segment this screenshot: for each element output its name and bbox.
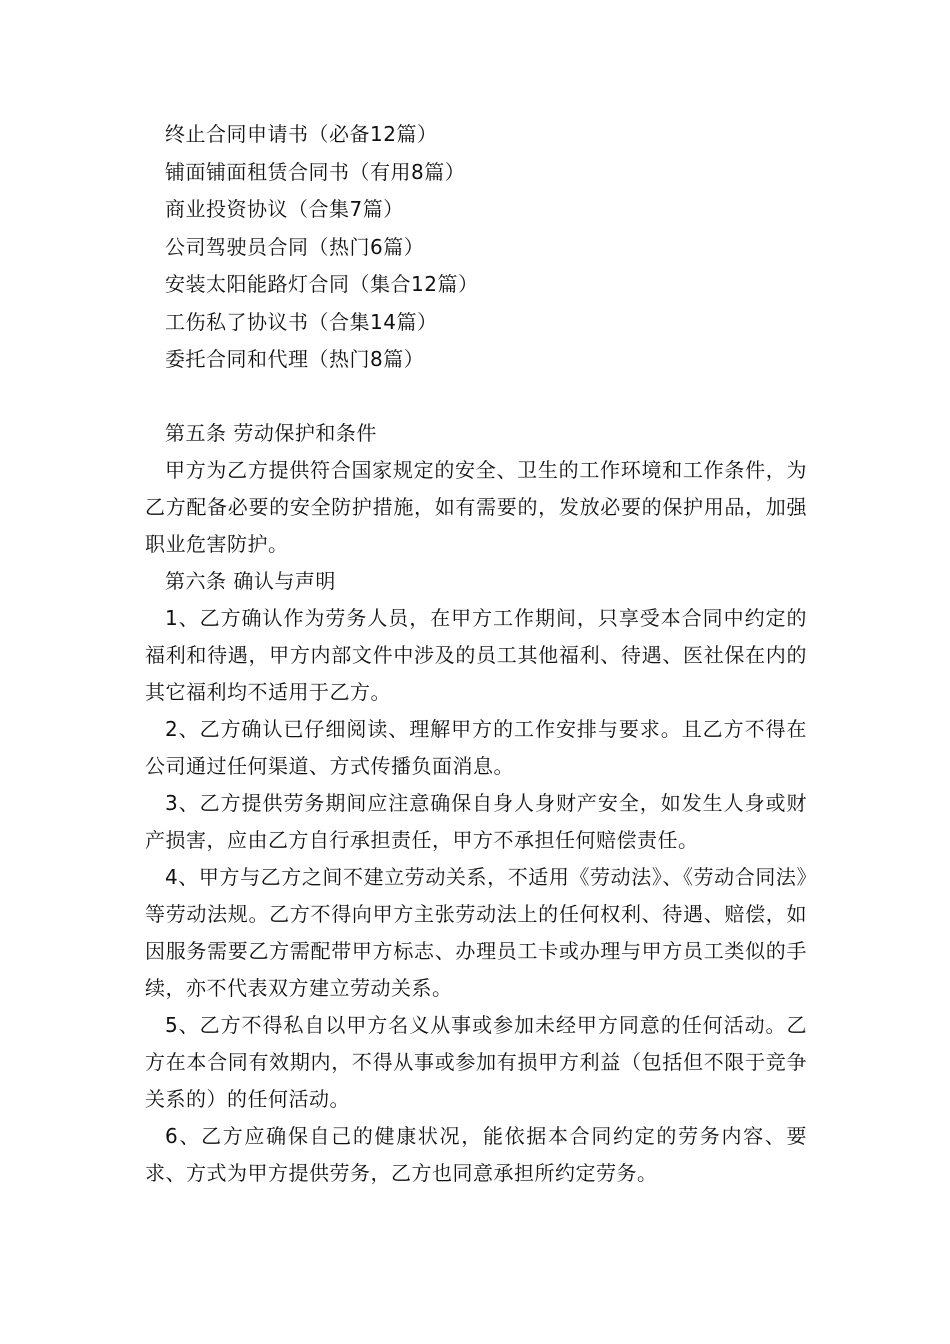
article-6-item: 5、乙方不得私自以甲方名义从事或参加未经甲方同意的任何活动。乙方在本合同有效期内，不得从事或参加有损甲方利益（包括但不限于竞争关系的）的任何活动。 — [145, 1013, 807, 1111]
related-link[interactable]: 公司驾驶员合同（热门6篇） — [165, 234, 425, 259]
article-6-item: 2、乙方确认已仔细阅读、理解甲方的工作安排与要求。且乙方不得在公司通过任何渠道、方式传播负面消息。 — [145, 717, 807, 778]
contract-body — [145, 415, 807, 1192]
article-6-item: 3、乙方提供劳务期间应注意确保自身人身财产安全，如发生人身或财产损害，应由乙方自行承担责任，甲方不承担任何赔偿责任。 — [145, 791, 807, 852]
article-6-item: 4、甲方与乙方之间不建立劳动关系，不适用《劳动法》、《劳动合同法》等劳动法规。乙方不得向甲方主张劳动法上的任何权利、待遇、赔偿，如因服务需要乙方需配带甲方标志、办理员工卡或办理与甲方员工类似的手续，亦不代表双方建立劳动关系。 — [145, 865, 807, 1000]
article-6-heading: 第六条 确认与声明 — [165, 569, 336, 593]
related-link[interactable]: 工伤私了协议书（合集14篇） — [165, 309, 438, 334]
related-links-list — [165, 116, 825, 379]
related-link[interactable]: 商业投资协议（合集7篇） — [165, 197, 404, 221]
article-5-heading: 第五条 劳动保护和条件 — [165, 421, 377, 445]
article-5-paragraph: 甲方为乙方提供符合国家规定的安全、卫生的工作环境和工作条件，为乙方配备必要的安全防护措施，如有需要的，发放必要的保护用品，加强职业危害防护。 — [145, 458, 807, 556]
article-6-item: 6、乙方应确保自己的健康状况，能依据本合同约定的劳务内容、要求、方式为甲方提供劳务，乙方也同意承担所约定劳务。 — [145, 1124, 807, 1185]
article-6-item: 1、乙方确认作为劳务人员，在甲方工作期间，只享受本合同中约定的福利和待遇，甲方内部文件中涉及的员工其他福利、待遇、医社保在内的其它福利均不适用于乙方。 — [145, 606, 807, 704]
related-link[interactable]: 终止合同申请书（必备12篇） — [165, 122, 438, 146]
related-link[interactable]: 委托合同和代理（热门8篇） — [165, 347, 425, 371]
related-link[interactable]: 铺面铺面租赁合同书（有用8篇） — [165, 159, 466, 184]
related-link[interactable]: 安装太阳能路灯合同（集合12篇） — [165, 272, 479, 296]
